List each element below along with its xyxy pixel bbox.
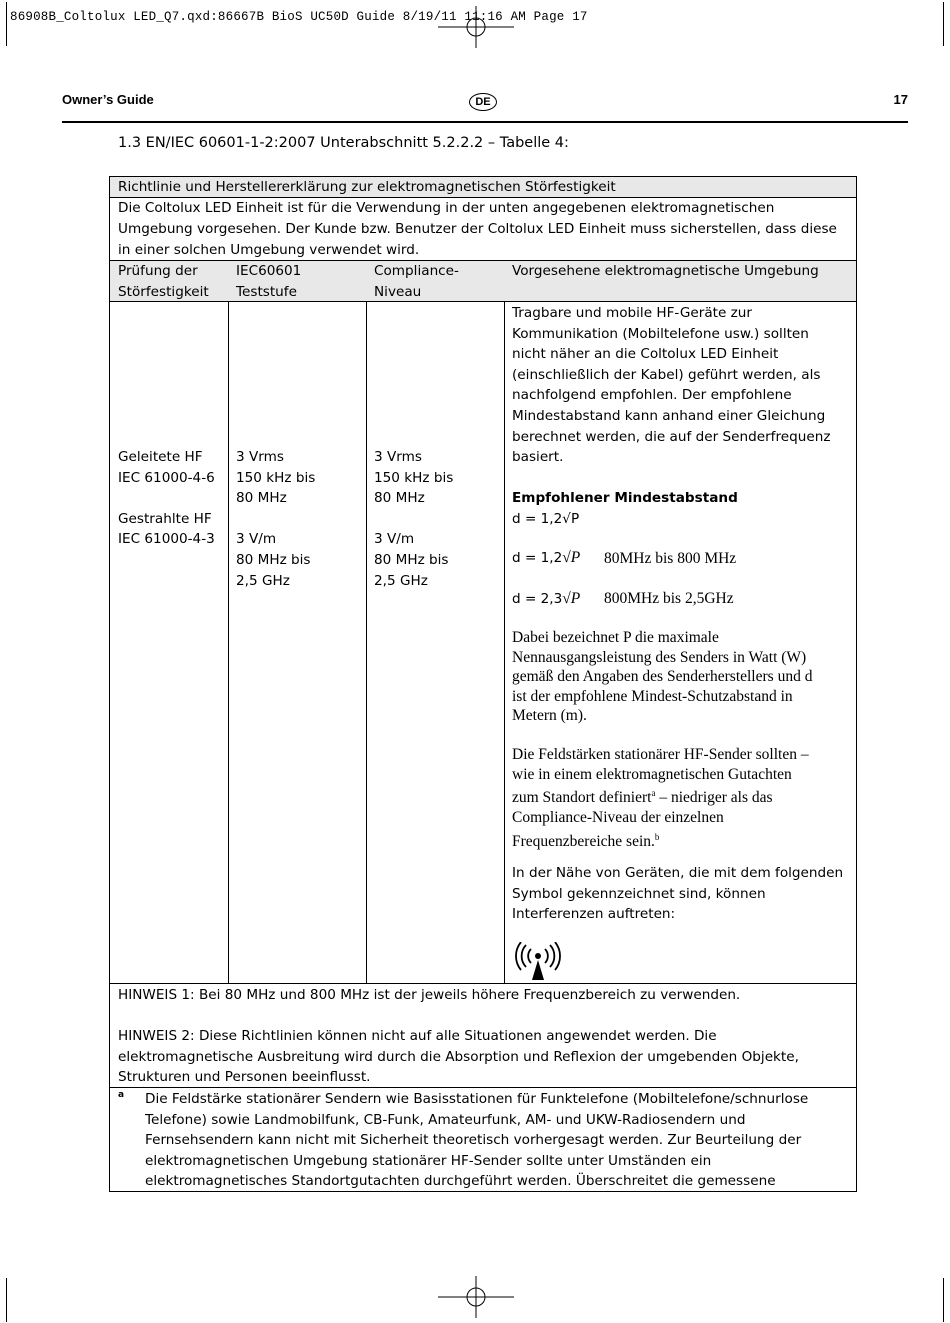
section-title: 1.3 EN/IEC 60601-1-2:2007 Unterabschnitt 5.2.2.2 – Tabelle 4: [118,135,569,151]
cell-test-names: Geleitete HF IEC 61000-4-6 Gestrahlte HF IEC 61000-4-3 [118,449,215,548]
table-intro-line-3: in einer solchen Umgebung verwendet wird. [118,242,420,258]
env-formula-2-range: 800MHz bis 2,5GHz [604,590,734,607]
rule-below-header [109,301,857,302]
env-formula-2: d = 2,3√P [512,590,581,607]
column-header-test: Prüfung der Störfestigkeit [118,263,209,300]
crop-mark-bottom-right [943,1278,944,1322]
env-paragraph-4: In der Nähe von Geräten, die mit dem folgenden Symbol gekennzeichnet sind, können Interferenzen auftreten: [512,865,844,923]
env-paragraph-1: Tragbare und mobile HF-Geräte zur Kommunikation (Mobiltelefone usw.) sollten nicht näher an die Coltolux LED Einheit (einschließlich der Kabel) geführt werden, als nachfolgend empfohlen. Der empfohlene Mindestabstand kann anhand einer Gleichung berechnet werden, die auf der Senderfrequenz basiert. [512,305,831,466]
col-divider-2 [366,301,367,983]
column-header-compliance: Compliance- Niveau [374,263,459,300]
table-intro-line-1: Die Coltolux LED Einheit ist für die Verwendung in der unten angegebenen elektromagnetischen [118,200,775,216]
rule-above-notes [109,983,857,984]
env-formula-0: d = 1,2√P [512,511,580,527]
registration-mark-top [438,6,514,48]
language-badge: DE [469,93,497,111]
env-paragraph-2: Dabei bezeichnet P die maximale Nennausgangsleistung des Senders in Watt (W) gemäß den Angaben des Senderherstellers und d ist der empfohlene Mindest-Schutzabstand in Metern (m). [512,629,813,725]
env-formula-1-range: 80MHz bis 800 MHz [604,550,737,567]
col-divider-3 [504,301,505,983]
crop-mark-top-left [6,2,7,46]
cell-iec-levels: 3 Vrms 150 kHz bis 80 MHz 3 V/m 80 MHz bis 2,5 GHz [236,449,316,589]
env-heading: Empfohlener Mindestabstand [512,490,738,506]
env-paragraph-3: Die Feldstärken stationärer HF-Sender sollten – wie in einem elektromagnetischen Gutachten zum Standort definiert$^a$ – niedriger als das Compliance-Niveau der einzelnen Frequenzbereiche sein.$^b$ [512,746,809,850]
column-header-iec-level: IEC60601 Teststufe [236,263,302,300]
note-1: HINWEIS 1: Bei 80 MHz und 800 MHz ist der jeweils höhere Frequenzbereich zu verwenden. [118,987,741,1003]
registration-mark-bottom [438,1276,514,1318]
table-intro-line-2: Umgebung vorgesehen. Der Kunde bzw. Benutzer der Coltolux LED Einheit muss sicherstellen, dass diese [118,221,837,237]
footnote-a: Die Feldstärke stationärer Sendern wie Basisstationen für Funktelefone (Mobiltelefone/schnurlose Telefone) sowie Landmobilfunk, CB-Funk, Amateurfunk, AM- und UKW-Radiosendern und Fernsehsendern kann nicht mit Sicherheit theoretisch vorhergesagt werden. Zur Beurteilung der elektromagnetischen Umgebung stationärer HF-Sender sollte unter Umständen ein elektromagnetisches Standortgutachten durchgeführt werden. Überschreitet die gemessene [145,1091,809,1190]
page-number: 17 [893,92,908,107]
header-title: Owner’s Guide [62,92,154,107]
non-ionizing-radiation-icon [515,942,561,982]
env-formula-1: d = 1,2√P [512,549,581,566]
header-rule [62,121,908,123]
print-slug: 86908B_Coltolux LED_Q7.qxd:86667B BioS UC50D Guide 8/19/11 11:16 AM Page 17 [10,10,588,24]
footnote-marker: a [118,1090,125,1100]
col-divider-1 [228,301,229,983]
table-title: Richtlinie und Herstellererklärung zur elektromagnetischen Störfestigkeit [118,179,616,195]
column-header-environment: Vorgesehene elektromagnetische Umgebung [512,263,819,279]
cell-compliance-levels: 3 Vrms 150 kHz bis 80 MHz 3 V/m 80 MHz bis 2,5 GHz [374,449,454,589]
crop-mark-bottom-left [6,1278,7,1322]
note-2: HINWEIS 2: Diese Richtlinien können nicht auf alle Situationen angewendet werden. Die elektromagnetische Ausbreitung wird durch die Absorption und Reflexion der umgebenden Objekte, Strukturen und Personen beeinflusst. [118,1028,799,1086]
crop-mark-top-right [943,2,944,46]
